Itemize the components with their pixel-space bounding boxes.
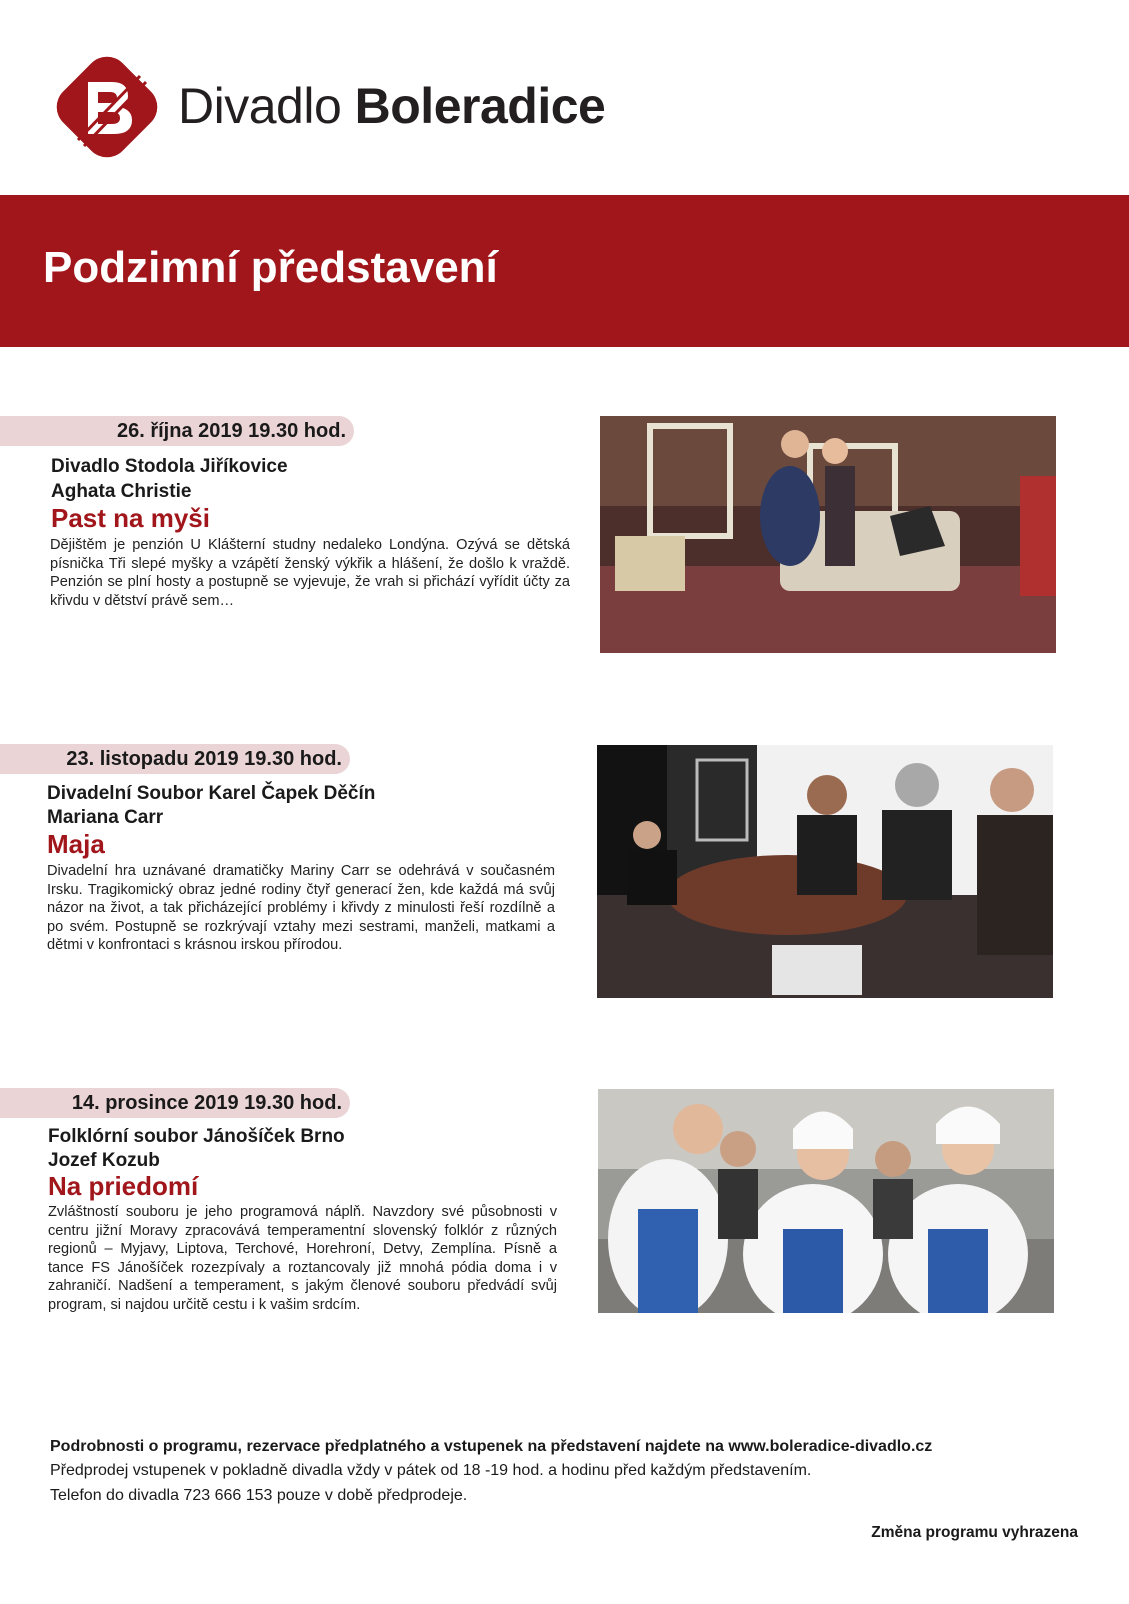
event-date: 14. prosince 2019 19.30 hod. <box>0 1088 350 1118</box>
event-photo-na-priedomi <box>598 1089 1054 1313</box>
theatre-logo-icon <box>48 48 166 166</box>
event-description: Dějištěm je penzión U Klášterní studny nedaleko Londýna. Ozývá se dětská písnička Tři slepé myšky a vzápětí ženský výkřik a hlášení, že došlo k vraždě. Penzión se plní hosty a postupně se vyjevuje, že vrah si přichází vyřídit účty za křivdu v dětství právě sem… <box>50 537 570 609</box>
event-play-title: Past na myši <box>51 503 210 533</box>
event-play-title: Na priedomí <box>48 1171 199 1201</box>
footer-details: Podrobnosti o programu, rezervace předplatného a vstupenek na představení najdete na www.boleradice-divadlo.cz <box>50 1438 933 1455</box>
event-author: Jozef Kozub <box>48 1150 160 1171</box>
title-banner <box>0 195 1129 347</box>
program-change-note: Změna programu vyhrazena <box>871 1524 1078 1541</box>
event-author: Aghata Christie <box>51 481 192 502</box>
event-play-title: Maja <box>47 829 105 859</box>
event-ensemble: Folklórní soubor Jánošíček Brno <box>48 1126 345 1147</box>
brand-bold: Boleradice <box>354 78 606 134</box>
event-photo-past-na-mysi <box>600 416 1056 653</box>
event-date: 23. listopadu 2019 19.30 hod. <box>0 744 350 774</box>
event-author: Mariana Carr <box>47 807 164 828</box>
event-ensemble: Divadlo Stodola Jiříkovice <box>51 456 288 477</box>
event-ensemble: Divadelní Soubor Karel Čapek Děčín <box>47 783 376 804</box>
footer-presale: Předprodej vstupenek v pokladně divadla vždy v pátek od 18 -19 hod. a hodinu před každým představením. <box>50 1462 812 1479</box>
page-title: Podzimní představení <box>43 243 498 292</box>
brand-light: Divadlo <box>178 78 342 134</box>
event-description: Divadelní hra uznávané dramatičky Mariny Carr se odehrává v současném Irsku. Tragikomický obraz jedné rodiny čtyř generací žen, kde každá má svůj názor na život, a tak přicházející problémy i křivdy z minulosti řeší rozdílně a po svém. Postupně se rozkrývají vztahy mezi sestrami, manželi, matkami a dětmi v konfrontaci s krásnou irskou přírodou. <box>47 863 555 954</box>
event-date: 26. října 2019 19.30 hod. <box>0 416 354 446</box>
brand-name <box>178 78 605 134</box>
event-photo-maja <box>597 745 1053 998</box>
footer-phone: Telefon do divadla 723 666 153 pouze v době předprodeje. <box>50 1487 468 1504</box>
event-description: Zvláštností souboru je jeho programová náplň. Navzdory své působnosti v centru jižní Moravy zpracovává temperamentní slovenský folklór z různých regionů – Myjavy, Liptova, Terchové, Horehroní, Detvy, Zemplína. Písně a tance FS Jánošíček rozezpívaly a roztancovaly již mnohá pódia doma i v zahraničí. Nadšení a temperament, s jakým členové souboru předvádí svůj program, si najdou určitě cestu i k vašim srdcím. <box>48 1204 557 1313</box>
